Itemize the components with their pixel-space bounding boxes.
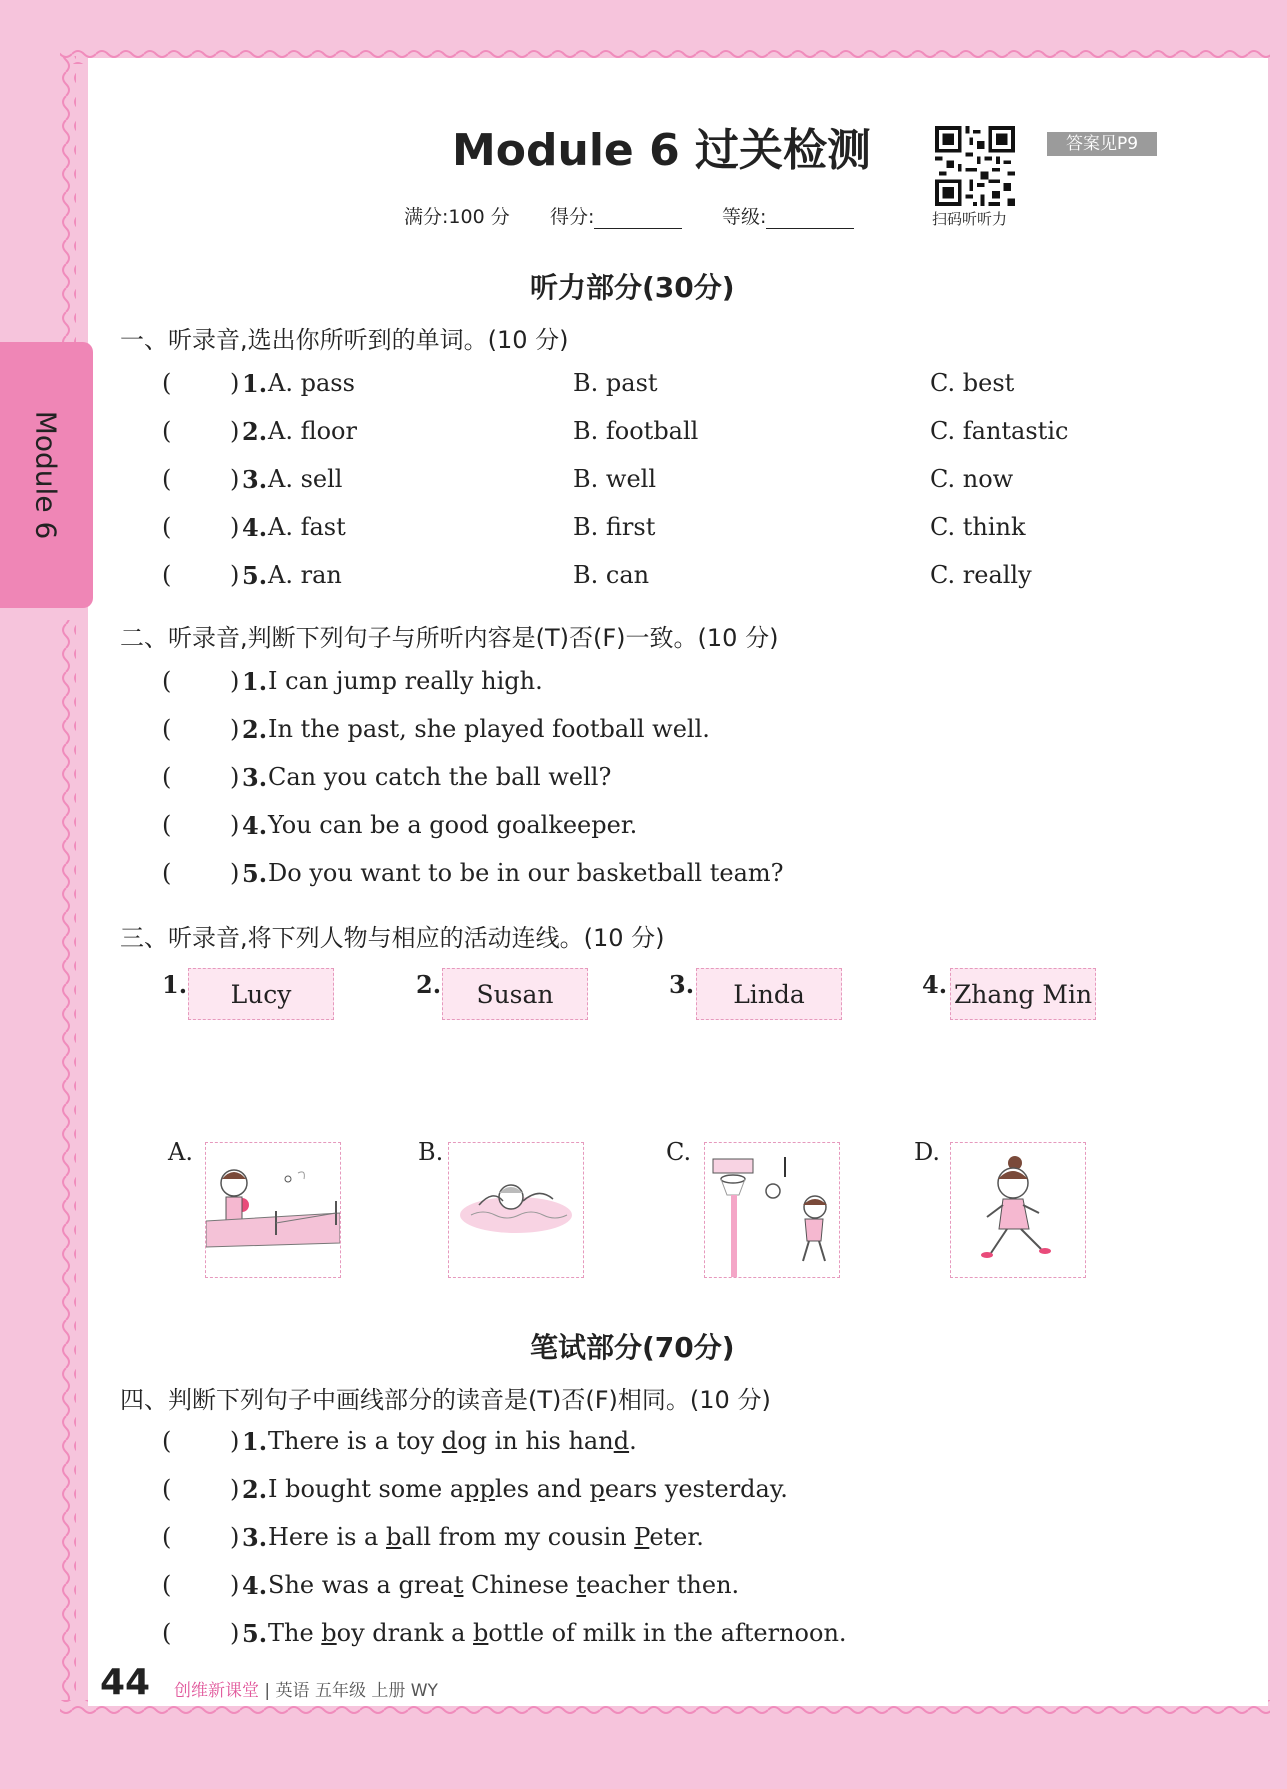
option-b: B. well [573, 465, 656, 493]
answer-paren[interactable]: ( [162, 417, 172, 445]
running-girl-icon[interactable] [950, 1142, 1086, 1278]
item-number: 5. [242, 561, 268, 590]
item-number: 4. [242, 1571, 268, 1600]
picture-letter: A. [168, 1138, 193, 1166]
answer-reference-badge: 答案见P9 [1047, 132, 1157, 156]
option-a: A. pass [268, 369, 355, 397]
answer-paren[interactable]: ( [162, 1619, 172, 1647]
table-tennis-girl-icon[interactable] [205, 1142, 341, 1278]
text-segment: og in his han [457, 1427, 614, 1455]
item-number: 2. [242, 1475, 268, 1504]
option-c: C. think [930, 513, 1026, 541]
score-field[interactable] [550, 202, 682, 229]
item-number: 2. [242, 715, 268, 744]
underlined-letters: P [634, 1523, 650, 1551]
text-segment: Chinese [463, 1571, 577, 1599]
underlined-letters: t [453, 1571, 464, 1599]
item-number: 1. [242, 1427, 268, 1456]
answer-paren[interactable]: ( [162, 1523, 172, 1551]
grade-field[interactable] [722, 202, 854, 229]
item-number: 2. [242, 417, 268, 446]
sentence-text [268, 1571, 739, 1599]
score-label: 得分: [550, 206, 595, 228]
answer-paren-close: ) [230, 1427, 240, 1455]
statement-text: You can be a good goalkeeper. [268, 811, 638, 839]
part2-heading: 二、听录音,判断下列句子与所听内容是(T)否(F)一致。(10 分) [120, 624, 779, 652]
answer-paren[interactable]: ( [162, 561, 172, 589]
sentence-text [268, 1427, 637, 1455]
underlined-letters: t [576, 1571, 587, 1599]
option-c: C. really [930, 561, 1032, 589]
basketball-girl-icon[interactable] [704, 1142, 840, 1278]
answer-paren-close: ) [230, 763, 240, 791]
answer-paren-close: ) [230, 513, 240, 541]
statement-text: I can jump really high. [268, 667, 543, 695]
qr-code-icon[interactable] [935, 126, 1015, 206]
writing-section-title: 笔试部分(70分) [530, 1331, 735, 1364]
text-segment: The [268, 1619, 322, 1647]
answer-paren[interactable]: ( [162, 465, 172, 493]
option-a: A. floor [268, 417, 357, 445]
sentence-text [268, 1619, 847, 1647]
name-box-zhang-min[interactable]: Zhang Min [950, 968, 1096, 1020]
answer-paren-close: ) [230, 369, 240, 397]
name-box-linda[interactable]: Linda [696, 968, 842, 1020]
footer-details: | 英语 五年级 上册 WY [264, 1681, 438, 1701]
part3-heading: 三、听录音,将下列人物与相应的活动连线。(10 分) [120, 924, 665, 952]
item-number: 1. [242, 667, 268, 696]
answer-paren[interactable]: ( [162, 667, 172, 695]
name-box-lucy[interactable]: Lucy [188, 968, 334, 1020]
side-tab-label: Module 6 [29, 410, 63, 540]
text-segment: ottle of milk in the afternoon. [488, 1619, 847, 1647]
text-segment: les and [494, 1475, 590, 1503]
item-number: 5. [242, 1619, 268, 1648]
answer-paren-close: ) [230, 465, 240, 493]
text-segment: . [629, 1427, 637, 1455]
text-segment: ears yesterday. [604, 1475, 788, 1503]
name-number: 1. [162, 970, 188, 999]
option-a: A. ran [268, 561, 342, 589]
answer-paren[interactable]: ( [162, 1427, 172, 1455]
answer-paren[interactable]: ( [162, 1475, 172, 1503]
qr-caption: 扫码听听力 [932, 210, 1008, 228]
picture-letter: C. [666, 1138, 692, 1166]
option-c: C. fantastic [930, 417, 1069, 445]
name-number: 2. [416, 970, 442, 999]
grade-blank[interactable] [766, 208, 854, 229]
option-c: C. best [930, 369, 1015, 397]
name-box-susan[interactable]: Susan [442, 968, 588, 1020]
text-segment: She was a grea [268, 1571, 454, 1599]
text-segment: eter. [649, 1523, 704, 1551]
picture-letter: B. [418, 1138, 444, 1166]
option-b: B. past [573, 369, 658, 397]
item-number: 3. [242, 763, 268, 792]
answer-paren-close: ) [230, 561, 240, 589]
statement-text: Can you catch the ball well? [268, 763, 612, 791]
page-title: Module 6 过关检测 [452, 125, 872, 176]
item-number: 3. [242, 465, 268, 494]
answer-paren-close: ) [230, 1571, 240, 1599]
swimming-girl-icon[interactable] [448, 1142, 584, 1278]
side-tab [0, 342, 93, 608]
underlined-letters: d [613, 1427, 630, 1455]
statement-text: Do you want to be in our basketball team? [268, 859, 784, 887]
item-number: 5. [242, 859, 268, 888]
item-number: 4. [242, 513, 268, 542]
answer-paren-close: ) [230, 811, 240, 839]
sentence-text [268, 1523, 704, 1551]
name-number: 3. [669, 970, 695, 999]
answer-paren-close: ) [230, 1619, 240, 1647]
option-b: B. football [573, 417, 699, 445]
item-number: 1. [242, 369, 268, 398]
underlined-letters: pp [464, 1475, 495, 1503]
name-number: 4. [922, 970, 948, 999]
answer-paren[interactable]: ( [162, 859, 172, 887]
underlined-letters: p [589, 1475, 605, 1503]
text-segment: Here is a [268, 1523, 386, 1551]
item-number: 4. [242, 811, 268, 840]
picture-letter: D. [914, 1138, 941, 1166]
option-a: A. sell [268, 465, 343, 493]
part1-heading: 一、听录音,选出你所听到的单词。(10 分) [120, 326, 569, 354]
answer-paren-close: ) [230, 1475, 240, 1503]
answer-paren[interactable]: ( [162, 369, 172, 397]
grade-label: 等级: [722, 206, 767, 228]
part4-heading: 四、判断下列句子中画线部分的读音是(T)否(F)相同。(10 分) [120, 1386, 771, 1414]
answer-paren-close: ) [230, 1523, 240, 1551]
underlined-letters: b [321, 1619, 337, 1647]
text-segment: oy drank a [336, 1619, 474, 1647]
page-number: 44 [100, 1662, 151, 1703]
answer-paren[interactable]: ( [162, 811, 172, 839]
footer-brand: 创维新课堂 [174, 1681, 259, 1701]
sentence-text [268, 1475, 788, 1503]
underlined-letters: d [441, 1427, 458, 1455]
answer-paren[interactable]: ( [162, 1571, 172, 1599]
option-b: B. first [573, 513, 656, 541]
answer-paren-close: ) [230, 667, 240, 695]
text-segment: I bought some a [268, 1475, 465, 1503]
answer-paren[interactable]: ( [162, 513, 172, 541]
text-segment: eacher then. [586, 1571, 740, 1599]
option-c: C. now [930, 465, 1014, 493]
option-a: A. fast [268, 513, 346, 541]
answer-paren[interactable]: ( [162, 763, 172, 791]
answer-paren-close: ) [230, 859, 240, 887]
underlined-letters: b [473, 1619, 489, 1647]
option-b: B. can [573, 561, 650, 589]
score-blank[interactable] [594, 208, 682, 229]
full-score: 满分:100 分 [404, 206, 510, 228]
answer-paren[interactable]: ( [162, 715, 172, 743]
text-segment: all from my cousin [401, 1523, 635, 1551]
item-number: 3. [242, 1523, 268, 1552]
statement-text: In the past, she played football well. [268, 715, 710, 743]
answer-paren-close: ) [230, 715, 240, 743]
listening-section-title: 听力部分(30分) [530, 271, 735, 304]
answer-paren-close: ) [230, 417, 240, 445]
underlined-letters: b [386, 1523, 402, 1551]
text-segment: There is a toy [268, 1427, 442, 1455]
footer-info [174, 1676, 438, 1701]
